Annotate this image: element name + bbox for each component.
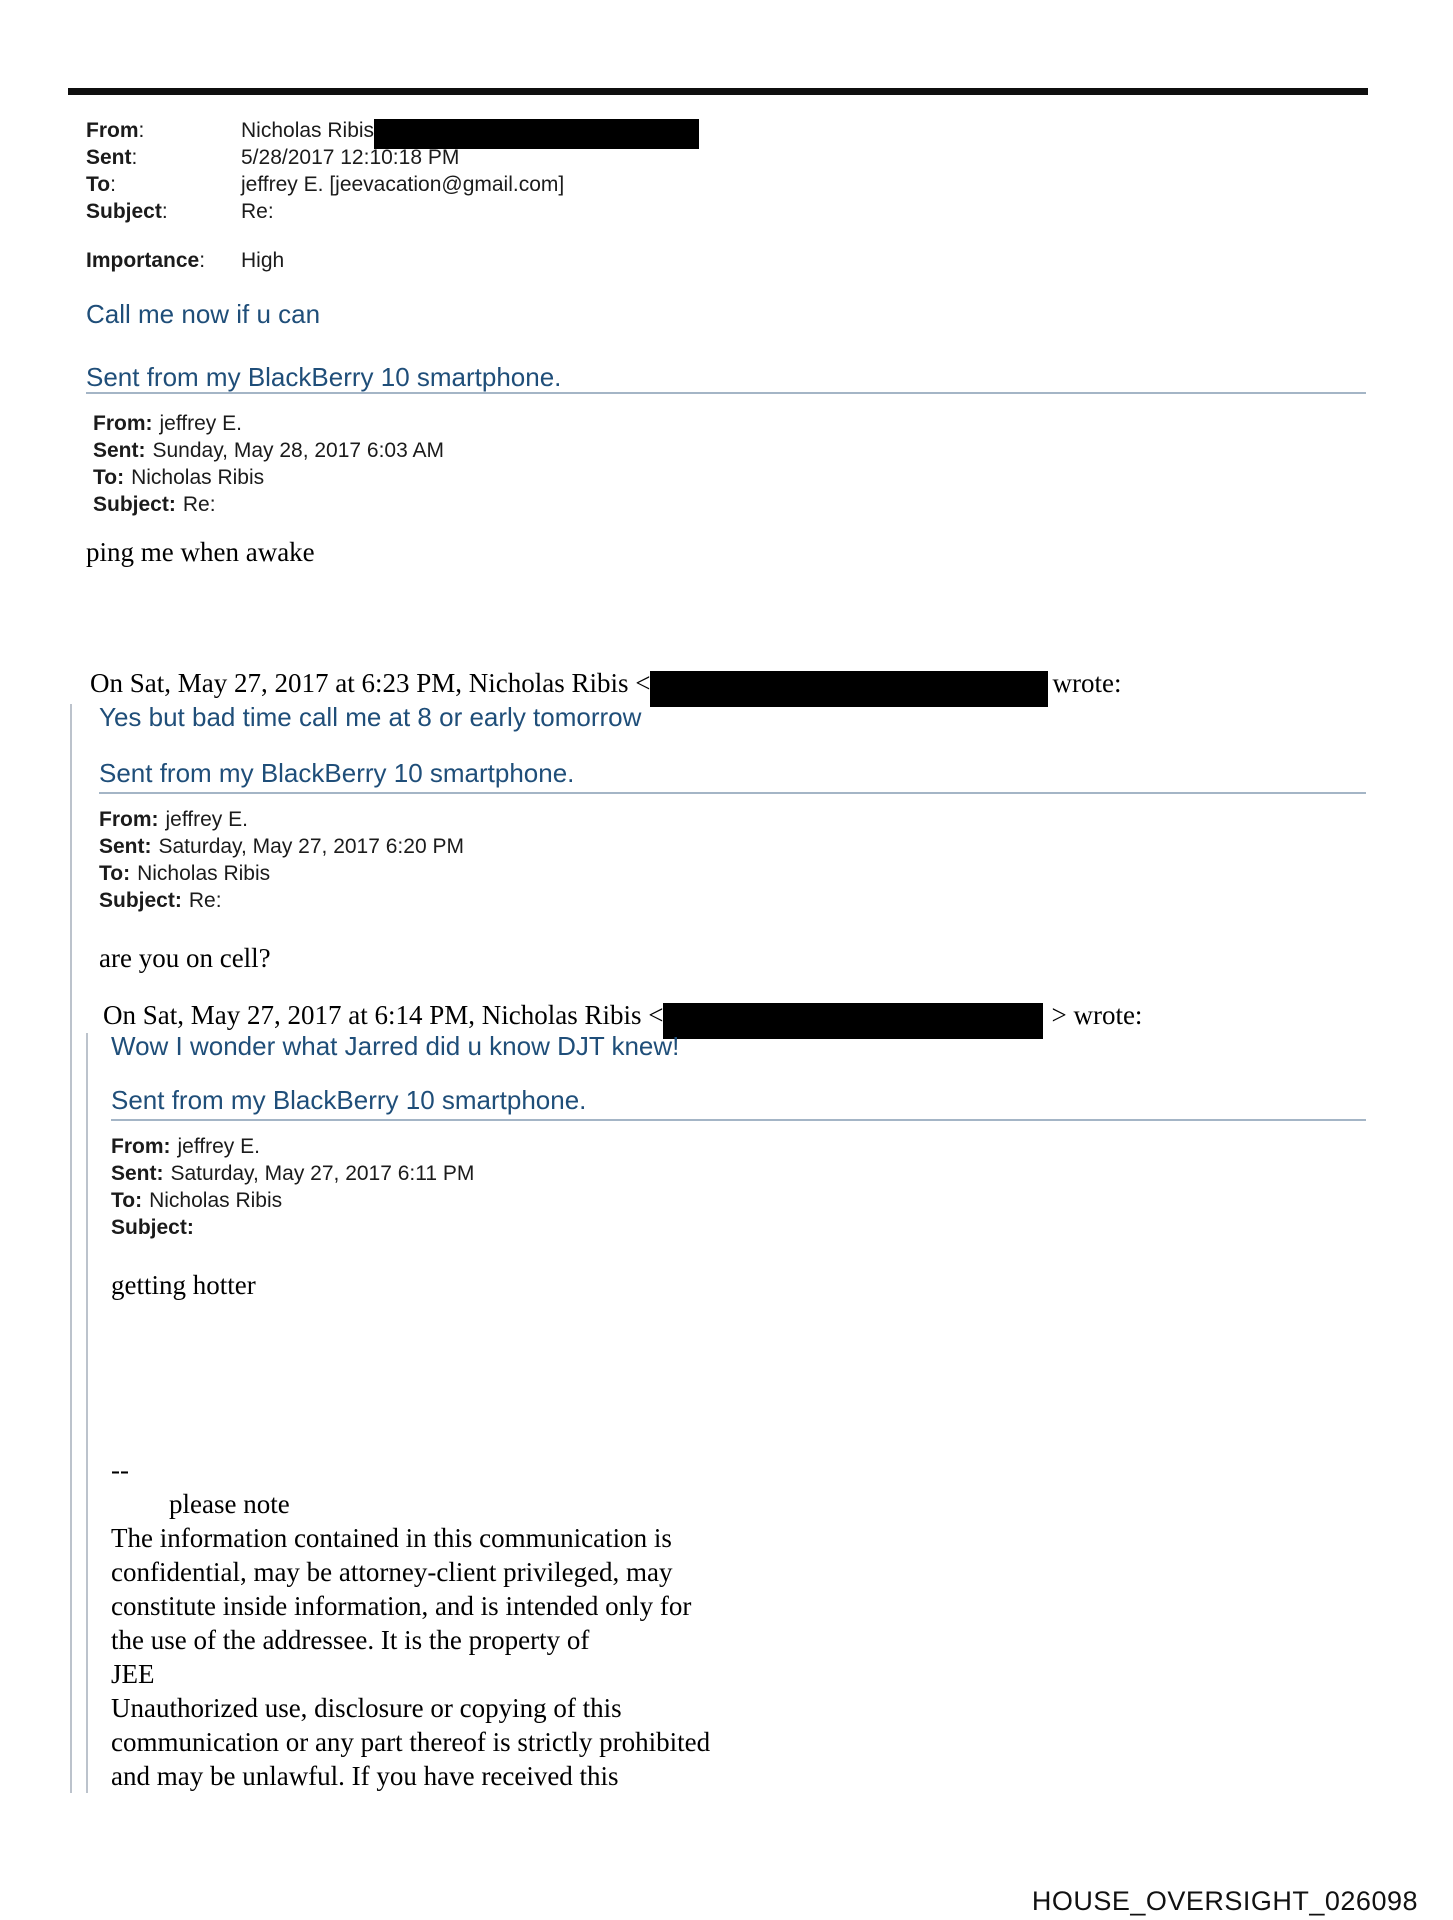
to-label: To:: [86, 173, 116, 196]
blackberry-signature: Sent from my BlackBerry 10 smartphone.: [86, 362, 562, 392]
message-body: Call me now if u can: [86, 299, 321, 329]
header-row-to: [86, 171, 1366, 198]
bates-number: HOUSE_OVERSIGHT_026098: [1031, 1886, 1418, 1916]
from-value: Nicholas Ribis: [241, 117, 699, 144]
separator-rule: [111, 1119, 1366, 1121]
separator-rule: [86, 392, 1366, 394]
subject-value: Re:: [241, 200, 274, 223]
legal-disclaimer: [111, 1521, 1366, 1793]
disclaimer-line: JEE: [111, 1659, 155, 1689]
to-value: jeffrey E. [jeevacation@gmail.com]: [241, 173, 565, 196]
importance-label: Importance:: [86, 249, 206, 272]
attribution-line: On Sat, May 27, 2017 at 6:14 PM, Nicholas Ribis < > wrote:: [103, 997, 1366, 1033]
quoted-sent-row: Sent: Saturday, May 27, 2017 6:20 PM: [99, 835, 464, 858]
quoted-subject-row: Subject: Re:: [93, 493, 216, 516]
separator-rule: [99, 792, 1366, 794]
attribution-line: On Sat, May 27, 2017 at 6:23 PM, Nicholas Ribis < wrote:: [90, 665, 1366, 701]
quoted-header: [93, 410, 1366, 518]
quoted-to-row: To: Nicholas Ribis: [111, 1189, 283, 1212]
header-row-sent: [86, 144, 1366, 171]
sent-label: Sent:: [86, 146, 138, 169]
signature-dashes: --: [111, 1455, 129, 1485]
disclaimer-line: Unauthorized use, disclosure or copying of this: [111, 1693, 622, 1723]
header-row-from: [86, 117, 1366, 144]
email-content: [86, 117, 1366, 1793]
from-label: From:: [86, 119, 145, 142]
quoted-from-row: From: jeffrey E.: [93, 412, 242, 435]
disclaimer-line: The information contained in this communication is: [111, 1523, 672, 1553]
disclaimer-line: communication or any part thereof is strictly prohibited: [111, 1727, 711, 1757]
quoted-sent-row: Sent: Saturday, May 27, 2017 6:11 PM: [111, 1162, 475, 1185]
quoted-subject-row: Subject: Re:: [99, 889, 222, 912]
quoted-message-level-1: [70, 704, 1366, 1793]
quoted-to-row: To: Nicholas Ribis: [93, 466, 265, 489]
message-body: Yes but bad time call me at 8 or early tomorrow: [99, 702, 642, 732]
top-divider-rule: [68, 88, 1368, 95]
quoted-sent-row: Sent: Sunday, May 28, 2017 6:03 AM: [93, 439, 444, 462]
message-header: [86, 117, 1366, 274]
message-body: Wow I wonder what Jarred did u know DJT knew!: [111, 1031, 680, 1061]
redaction-bar: [663, 1003, 1043, 1039]
disclaimer-line: the use of the addressee. It is the property of: [111, 1625, 590, 1655]
quoted-header: [111, 1133, 1366, 1241]
disclaimer-note: please note: [169, 1489, 290, 1519]
quoted-subject-row: Subject:: [111, 1216, 194, 1239]
sent-value: 5/28/2017 12:10:18 PM: [241, 146, 460, 169]
message-body: are you on cell?: [99, 943, 271, 973]
quoted-from-row: From: jeffrey E.: [111, 1135, 260, 1158]
importance-value: High: [241, 249, 285, 272]
quoted-header: [99, 806, 1366, 914]
message-body: getting hotter: [111, 1270, 256, 1300]
quoted-from-row: From: jeffrey E.: [99, 808, 248, 831]
header-row-importance: [86, 247, 1366, 274]
quoted-to-row: To: Nicholas Ribis: [99, 862, 271, 885]
header-row-subject: [86, 198, 1366, 225]
disclaimer-line: constitute inside information, and is intended only for: [111, 1591, 692, 1621]
blackberry-signature: Sent from my BlackBerry 10 smartphone.: [111, 1085, 587, 1115]
quoted-message-level-2: [86, 1033, 1366, 1793]
subject-label: Subject:: [86, 200, 168, 223]
redaction-bar: [650, 671, 1048, 707]
disclaimer-line: and may be unlawful. If you have received this: [111, 1761, 619, 1791]
blackberry-signature: Sent from my BlackBerry 10 smartphone.: [99, 758, 575, 788]
disclaimer-line: confidential, may be attorney-client privileged, may: [111, 1557, 673, 1587]
message-body: ping me when awake: [86, 537, 315, 567]
